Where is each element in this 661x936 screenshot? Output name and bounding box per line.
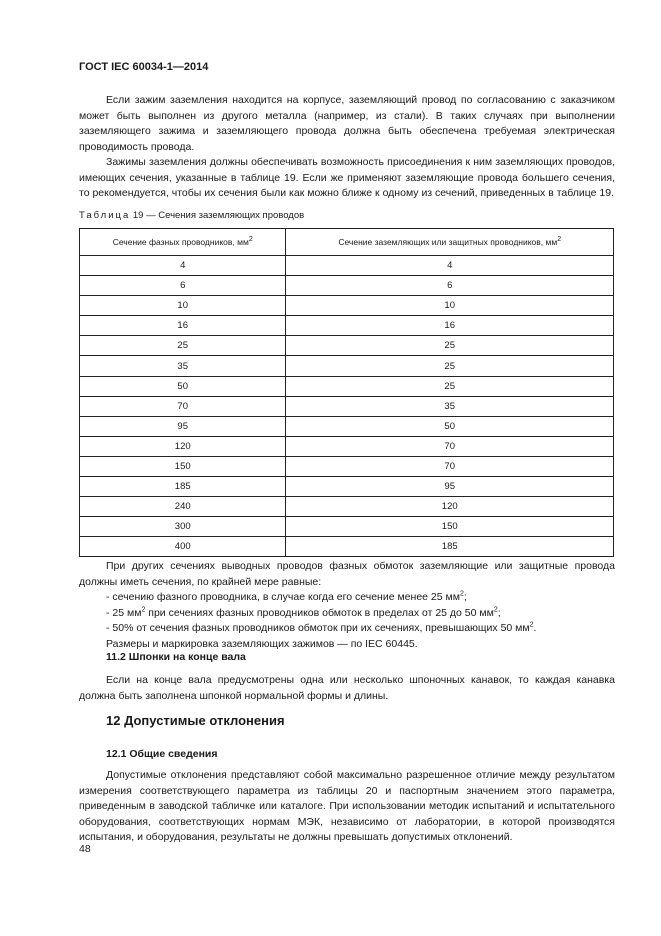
table-row bbox=[80, 436, 614, 456]
cell-ground-section: 150 bbox=[286, 517, 614, 537]
paragraph-grounding-material: Если зажим заземления находится на корпусе, заземляющий провод по согласованию с заказчиком может быть выполнен из другого металла (например, из стали). В таких случаях при выполнении заземляющего зажима и заземляющего провода должна быть обеспечена требуемая электрическая проводимость провода. bbox=[79, 94, 615, 153]
requirements-list bbox=[79, 590, 615, 652]
table-19 bbox=[79, 228, 614, 557]
table-row bbox=[80, 396, 614, 416]
cell-ground-section: 185 bbox=[286, 537, 614, 557]
cell-phase-section: 120 bbox=[80, 436, 286, 456]
cell-phase-section: 10 bbox=[80, 296, 286, 316]
paragraph-grounding-clamps: Зажимы заземления должны обеспечивать возможность присоединения к ним заземляющих проводов, имеющих сечения, указанные в таблице 19. Если же применяют заземляющие провода большего сечения, то рекомендуется, чтобы их сечения были как можно ближе к одному из сечений, приведенных в таблице 19. bbox=[79, 156, 615, 199]
table-row bbox=[80, 456, 614, 476]
cell-phase-section: 95 bbox=[80, 416, 286, 436]
cell-ground-section: 70 bbox=[286, 436, 614, 456]
table-row bbox=[80, 497, 614, 517]
table-row bbox=[80, 517, 614, 537]
table-caption-label: Таблица bbox=[79, 210, 131, 221]
cell-phase-section: 35 bbox=[80, 356, 286, 376]
document-header: ГОСТ IEC 60034-1—2014 bbox=[79, 61, 209, 73]
paragraph-shaft-keys: Если на конце вала предусмотрены одна или несколько шпоночных канавок, то каждая канавка должна быть заполнена шпонкой нормальной формы и длины. bbox=[79, 674, 615, 702]
cell-ground-section: 70 bbox=[286, 456, 614, 476]
table-row bbox=[80, 376, 614, 396]
table-row bbox=[80, 416, 614, 436]
section-11-2-title: 11.2 Шпонки на конце вала bbox=[106, 651, 246, 663]
section-12-title: 12 Допустимые отклонения bbox=[106, 713, 285, 728]
cell-ground-section: 95 bbox=[286, 477, 614, 497]
cell-ground-section: 6 bbox=[286, 276, 614, 296]
paragraph-other-sections: При других сечениях выводных проводов фазных обмоток заземляющие или защитные провода должны иметь сечения, по крайней мере равные: bbox=[79, 560, 615, 588]
list-item: - сечению фазного проводника, в случае когда его сечение менее 25 $мм^2$; bbox=[106, 590, 467, 603]
table-row bbox=[80, 256, 614, 276]
paragraph-tolerances: Допустимые отклонения представляют собой максимально разрешенное отличие между результатом измерения соответствующего параметра из таблицы 20 и паспортным значением этого параметра, приведенным в заводской табличке или каталоге. При использовании методик испытаний и испытательного оборудования, соответствующих нормам МЭК, независимо от лаборатории, в которой производятся испытания, и оборудования, результаты не должны превышать допустимых отклонений. bbox=[79, 769, 615, 843]
table-caption-text: 19 — Сечения заземляющих проводов bbox=[132, 210, 305, 221]
table-row bbox=[80, 276, 614, 296]
cell-phase-section: 50 bbox=[80, 376, 286, 396]
table-row bbox=[80, 336, 614, 356]
cell-phase-section: 70 bbox=[80, 396, 286, 416]
cell-ground-section: 50 bbox=[286, 416, 614, 436]
table-row bbox=[80, 296, 614, 316]
table-row bbox=[80, 316, 614, 336]
cell-ground-section: 25 bbox=[286, 376, 614, 396]
table-row bbox=[80, 477, 614, 497]
cell-ground-section: 120 bbox=[286, 497, 614, 517]
cell-ground-section: 4 bbox=[286, 256, 614, 276]
cell-ground-section: 10 bbox=[286, 296, 614, 316]
table-caption bbox=[79, 210, 304, 221]
cell-ground-section: 16 bbox=[286, 316, 614, 336]
list-item: - 50% от сечения фазных проводников обмоток при их сечениях, превышающих 50 $мм^2$. bbox=[106, 621, 537, 634]
cell-ground-section: 35 bbox=[286, 396, 614, 416]
cell-phase-section: 25 bbox=[80, 336, 286, 356]
cell-ground-section: 25 bbox=[286, 336, 614, 356]
page-number: 48 bbox=[79, 843, 91, 855]
table-row bbox=[80, 356, 614, 376]
cell-phase-section: 6 bbox=[80, 276, 286, 296]
list-item: Размеры и маркировка заземляющих зажимов — по IEC 60445. bbox=[106, 637, 418, 650]
section-12-1-title: 12.1 Общие сведения bbox=[106, 748, 218, 760]
list-item: - 25 $мм^2$ при сечениях фазных проводников обмоток в пределах от 25 до 50 $мм^2$; bbox=[106, 606, 501, 619]
col-header-phase: Сечение фазных проводников, $мм^2$ bbox=[80, 229, 286, 256]
cell-phase-section: 16 bbox=[80, 316, 286, 336]
cell-phase-section: 150 bbox=[80, 456, 286, 476]
table-row bbox=[80, 537, 614, 557]
cell-phase-section: 300 bbox=[80, 517, 286, 537]
cell-phase-section: 4 bbox=[80, 256, 286, 276]
cell-ground-section: 25 bbox=[286, 356, 614, 376]
cell-phase-section: 185 bbox=[80, 477, 286, 497]
col-header-ground: Сечение заземляющих или защитных проводников, $мм^2$ bbox=[286, 229, 614, 256]
cell-phase-section: 400 bbox=[80, 537, 286, 557]
cell-phase-section: 240 bbox=[80, 497, 286, 517]
